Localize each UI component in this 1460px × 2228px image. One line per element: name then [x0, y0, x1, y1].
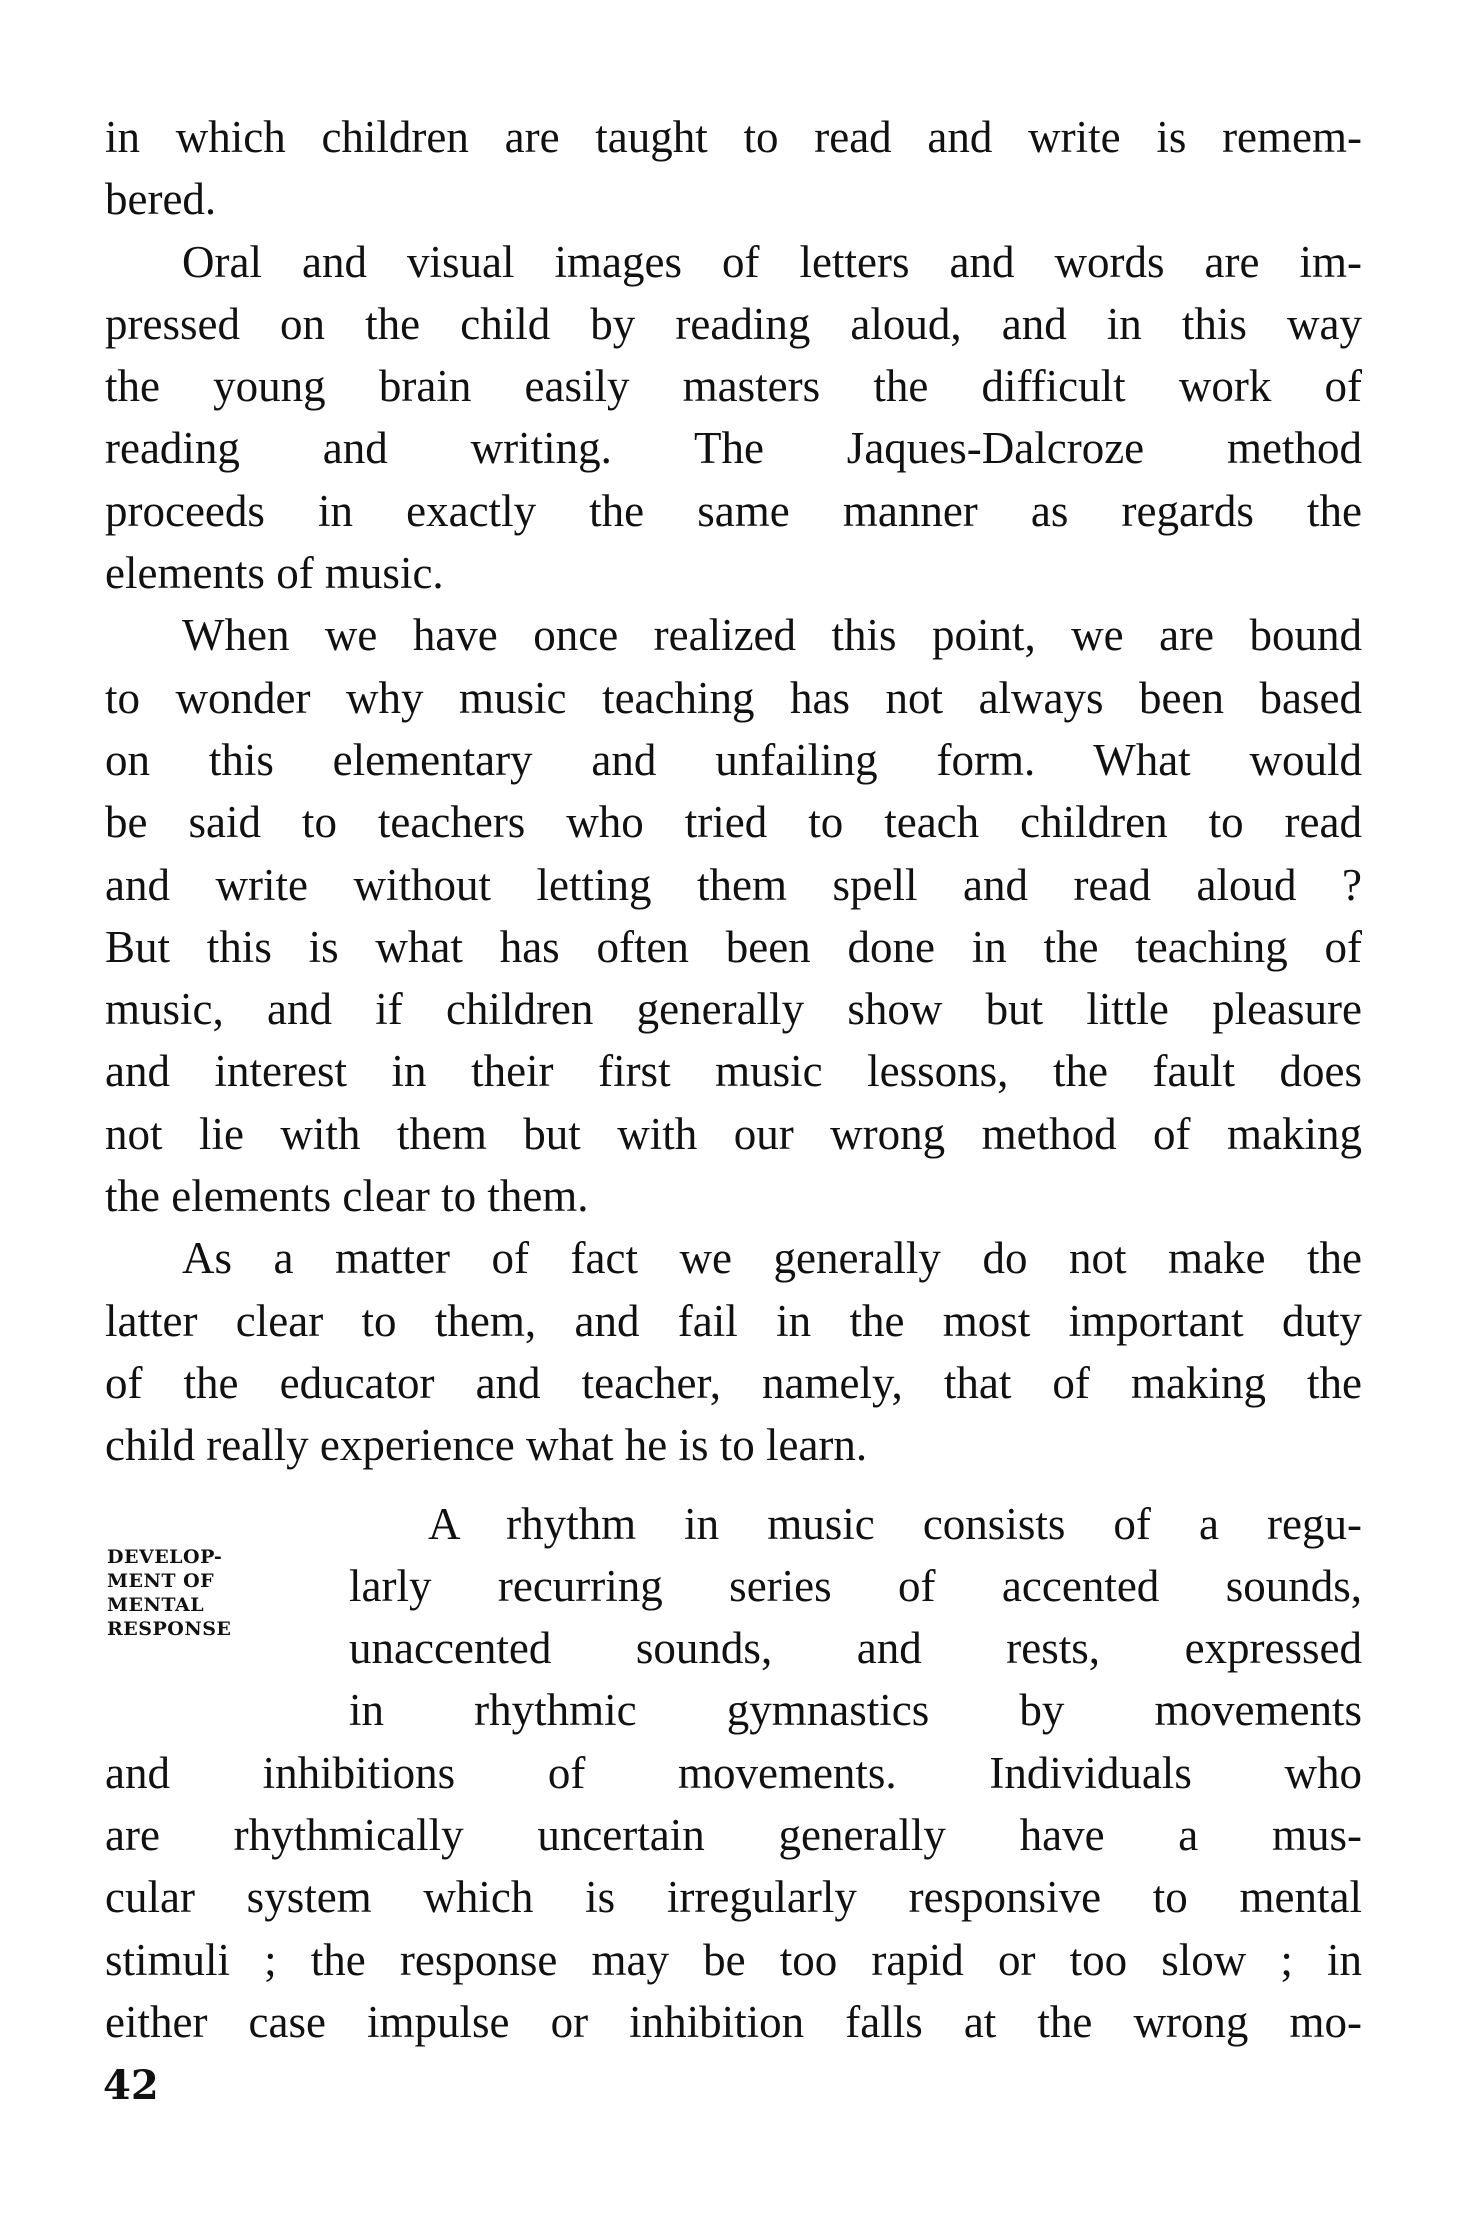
text-line: are rhythmically uncertain generally have a mus- [105, 1810, 1362, 1861]
text-line: the elements clear to them. [105, 1171, 589, 1222]
text-line: reading and writing. The Jaques-Dalcroze method [105, 423, 1362, 474]
margin-note-line: MENTAL [107, 1593, 205, 1616]
margin-note [107, 1545, 231, 1641]
text-line: Oral and visual images of letters and words are im- [182, 236, 1362, 287]
margin-note-paragraph [105, 1493, 1362, 2054]
text-line: As a matter of fact we generally do not make the [182, 1233, 1362, 1284]
text-line: and write without letting them spell and read aloud ? [105, 859, 1362, 910]
text-line: of the educator and teacher, namely, that of making the [105, 1357, 1362, 1408]
text-line: elements of music. [105, 548, 444, 599]
text-line: music, and if children generally show but little pleasure [105, 984, 1362, 1035]
text-line: on this elementary and unfailing form. What would [105, 734, 1362, 785]
text-line: stimuli ; the response may be too rapid or too slow ; in [105, 1934, 1362, 1985]
margin-note-line: RESPONSE [107, 1617, 232, 1640]
text-line: the young brain easily masters the difficult work of [105, 361, 1362, 412]
margin-note-line: DEVELOP- [107, 1545, 223, 1568]
text-line: in rhythmic gymnastics by movements [349, 1685, 1362, 1736]
text-line: latter clear to them, and fail in the most important duty [105, 1295, 1362, 1346]
text-line: When we have once realized this point, we are bound [182, 610, 1362, 661]
text-line: and interest in their first music lessons, the fault does [105, 1046, 1362, 1097]
margin-note-line: MENT OF [107, 1569, 215, 1592]
paragraph [105, 106, 1362, 231]
text-line: pressed on the child by reading aloud, and in this way [105, 298, 1362, 349]
paragraph [105, 231, 1362, 605]
text-line: bered. [105, 174, 217, 225]
text-line: unaccented sounds, and rests, expressed [349, 1623, 1362, 1674]
paragraph [105, 1227, 1362, 1476]
text-line: child really experience what he is to learn. [105, 1420, 868, 1471]
text-line: not lie with them but with our wrong method of making [105, 1108, 1362, 1159]
text-line: to wonder why music teaching has not always been based [105, 672, 1362, 723]
text-line: proceeds in exactly the same manner as regards the [105, 485, 1362, 536]
text-line: in which children are taught to read and write is remem- [105, 112, 1362, 162]
text-line: cular system which is irregularly responsive to mental [105, 1872, 1362, 1923]
page-number: 42 [103, 2062, 159, 2109]
paragraph [105, 604, 1362, 1227]
text-line: larly recurring series of accented sounds, [349, 1560, 1362, 1611]
text-line: A rhythm in music consists of a regu- [428, 1498, 1362, 1549]
text-line: But this is what has often been done in the teaching of [105, 921, 1362, 972]
page-body [105, 106, 1362, 2053]
text-line: and inhibitions of movements. Individuals who [105, 1747, 1362, 1798]
text-line: be said to teachers who tried to teach children to read [105, 797, 1362, 848]
text-line: either case impulse or inhibition falls at the wrong mo- [105, 1996, 1362, 2047]
